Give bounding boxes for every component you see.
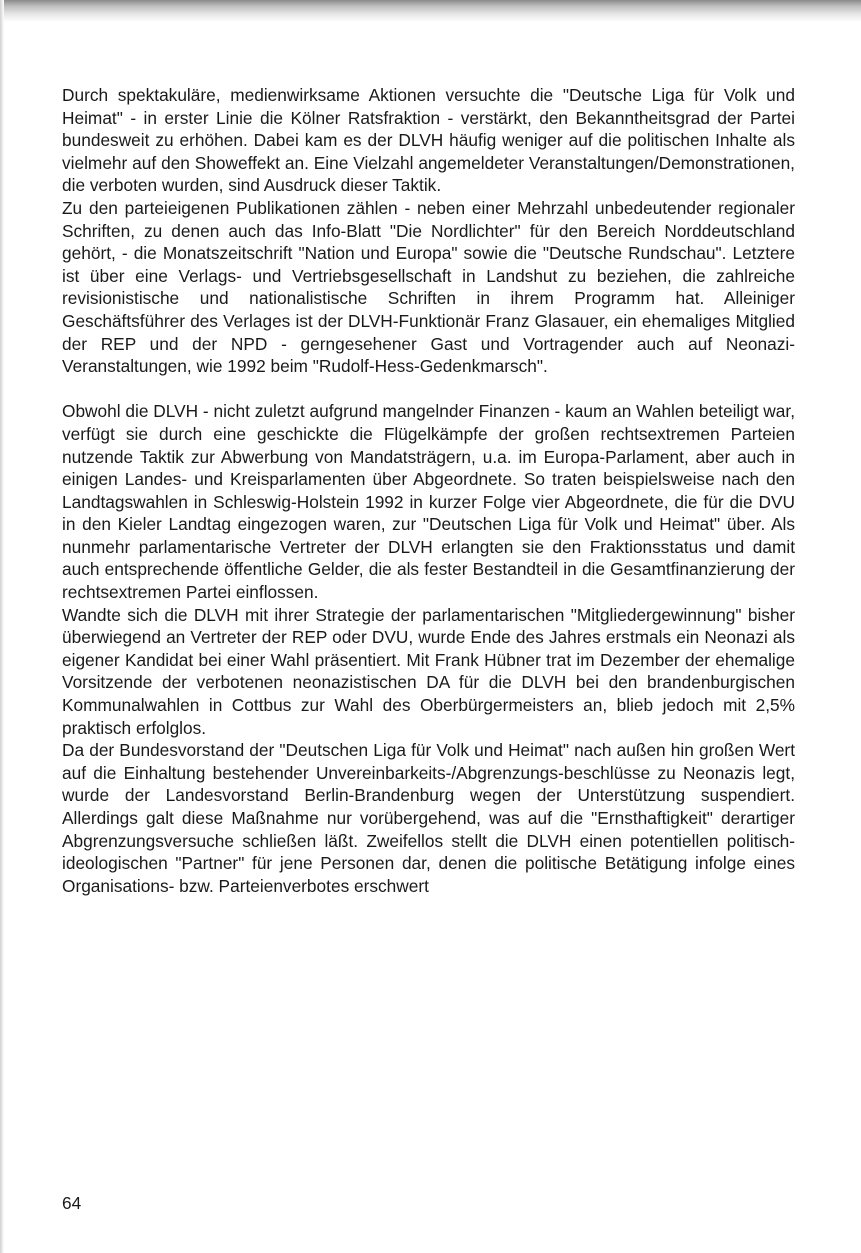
- page-number: 64: [62, 1193, 82, 1213]
- paragraph-abgeordnete: Obwohl die DLVH - nicht zuletzt aufgrund mangelnder Finanzen - kaum an Wahlen beteiligt war, verfügt sie durch eine geschickte die Flügelkämpfe der großen rechtsextremen Parteien nutzende Taktik zur Abwerbung von Mandatsträgern, u.a. im Europa-Parlament, aber auch in einigen Landes- und Kreisparlamenten über Abgeordnete. So traten beispielsweise nach den Landtagswahlen in Schleswig-Holstein 1992 in kurzer Folge vier Abgeordnete, die für die DVU in den Kieler Landtag eingezogen waren, zur "Deutschen Liga für Volk und Heimat" über. Als nunmehr parlamentarische Vertreter der DLVH erlangten sie den Fraktionsstatus und damit auch entsprechende öffentliche Gelder, die als fester Bestandteil in die Gesamtfinanzierung der rechtsextremen Partei einflossen.: [62, 401, 795, 603]
- scan-shadow-top: [0, 0, 861, 22]
- paragraph-aktionen: Durch spektakuläre, medienwirksame Aktionen versuchte die "Deutsche Liga für Volk und Heimat" - in erster Linie die Kölner Ratsfraktion - verstärkt, den Bekanntheitsgrad der Partei bundesweit zu erhöhen. Dabei kam es der DLVH häufig weniger auf die politischen Inhalte als vielmehr auf den Showeffekt an. Eine Vielzahl angemeldeter Veranstaltungen/Demonstrationen, die verboten wurden, sind Ausdruck dieser Taktik.: [62, 85, 795, 196]
- paragraph-abgrenzung: Da der Bundesvorstand der "Deutschen Liga für Volk und Heimat" nach außen hin großen Wert auf die Einhaltung bestehender Unvereinbarkeits-/Abgrenzungs-beschlüsse zu Neonazis legt, wurde der Landesvorstand Berlin-Brandenburg wegen der Unterstützung suspendiert. Allerdings galt diese Maßnahme nur vorübergehend, was auf die "Ernsthaftigkeit" derartiger Abgrenzungsversuche schließen läßt. Zweifellos stellt die DLVH einen potentiellen politisch-ideologischen "Partner" für jene Personen dar, denen die politische Betätigung infolge eines Organisations- bzw. Parteienverbotes erschwert: [62, 740, 795, 896]
- paragraph-kandidat: Wandte sich die DLVH mit ihrer Strategie der parlamentarischen "Mitgliedergewinnung" bisher überwiegend an Vertreter der REP oder DVU, wurde Ende des Jahres erstmals ein Neonazi als eigener Kandidat bei einer Wahl präsentiert. Mit Frank Hübner trat im Dezember der ehemalige Vorsitzende der verbotenen neonazistischen DA für die DLVH bei den brandenburgischen Kommunalwahlen in Cottbus zur Wahl des Oberbürgermeisters an, blieb jedoch mit 2,5% praktisch erfolglos.: [62, 604, 795, 738]
- page-body: [62, 84, 795, 897]
- scan-shadow-left: [0, 0, 4, 1253]
- paragraph-publikationen: Zu den parteieigenen Publikationen zählen - neben einer Mehrzahl unbedeutender regionaler Schriften, zu denen auch das Info-Blatt "Die Nordlichter" für den Bereich Norddeutschland gehört, - die Monatszeitschrift "Nation und Europa" sowie die "Deutsche Rundschau". Letztere ist über eine Verlags- und Vertriebsgesellschaft in Landshut zu beziehen, die zahlreiche revisionistische und nationalistische Schriften in ihrem Programm hat. Alleiniger Geschäftsführer des Verlages ist der DLVH-Funktionär Franz Glasauer, ein ehemaliges Mitglied der REP und der NPD - gerngesehener Gast und Vortragender auch auf Neonazi-Veranstaltungen, wie 1992 beim "Rudolf-Hess-Gedenkmarsch".: [62, 197, 795, 377]
